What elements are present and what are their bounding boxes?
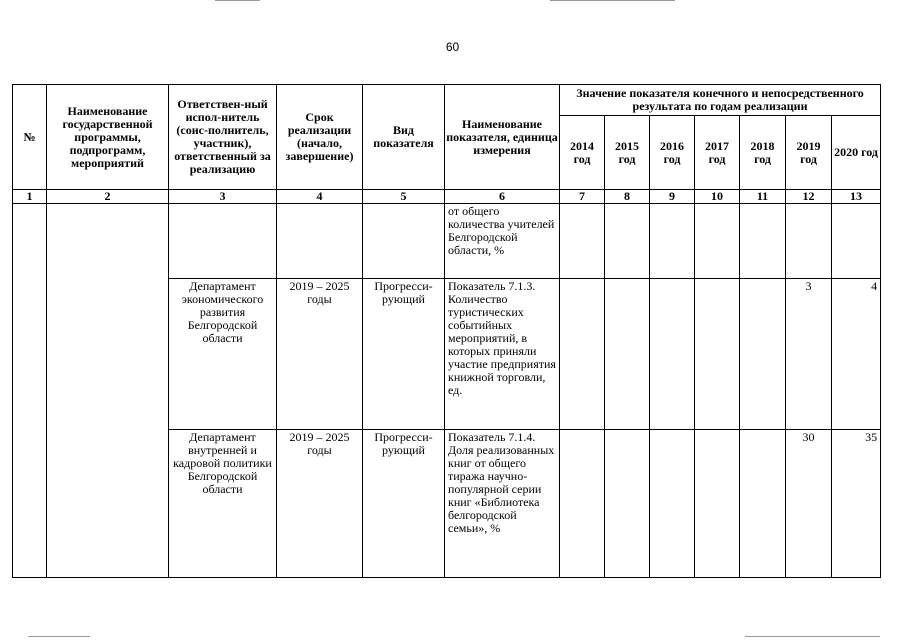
cell-value-2017	[695, 204, 740, 279]
cell-value-2014	[560, 204, 605, 279]
cell-value-2017	[695, 430, 740, 578]
cell-value-2014	[560, 279, 605, 430]
cell-indicator: от общего количества учителей Белгородской области, %	[445, 204, 560, 279]
header-col-term: Срок реализации (начало, завершение)	[277, 85, 363, 190]
cell-responsible	[169, 204, 277, 279]
cell-value-2017	[695, 279, 740, 430]
column-number: 13	[832, 190, 881, 204]
cell-value-2015	[605, 279, 650, 430]
cell-value-2019: 30	[786, 430, 832, 578]
cell-responsible: Департамент экономического развития Белгородской области	[169, 279, 277, 430]
column-number: 1	[13, 190, 47, 204]
header-year-2016: 2016 год	[650, 116, 695, 190]
header-year-2014: 2014 год	[560, 116, 605, 190]
table-row	[13, 204, 881, 279]
header-col-type: Вид показателя	[363, 85, 445, 190]
header-year-2019: 2019 год	[786, 116, 832, 190]
cell-type	[363, 204, 445, 279]
cell-value-2019: 3	[786, 279, 832, 430]
cell-term	[277, 204, 363, 279]
scan-artifact-bottom-left	[28, 636, 90, 637]
cell-value-2016	[650, 204, 695, 279]
cell-value-2020: 4	[832, 279, 881, 430]
cell-value-2018	[740, 430, 786, 578]
header-year-2015: 2015 год	[605, 116, 650, 190]
column-number: 12	[786, 190, 832, 204]
cell-value-2020	[832, 204, 881, 279]
cell-value-2019	[786, 204, 832, 279]
header-year-2018: 2018 год	[740, 116, 786, 190]
cell-value-2020: 35	[832, 430, 881, 578]
header-col-indicator: Наименование показателя, единица измерения	[445, 85, 560, 190]
header-year-2017: 2017 год	[695, 116, 740, 190]
cell-value-2018	[740, 279, 786, 430]
column-number: 8	[605, 190, 650, 204]
header-col-name: Наименование государственной программы, подпрограмм, мероприятий	[47, 85, 169, 190]
cell-type: Прогресси-рующий	[363, 430, 445, 578]
cell-indicator: Показатель 7.1.4. Доля реализованных книг от общего тиража научно-популярной серии книг «Библиотека белгородской семьи», %	[445, 430, 560, 578]
cell-indicator: Показатель 7.1.3. Количество туристических событийных мероприятий, в которых приняли участие предприятия книжной торговли, ед.	[445, 279, 560, 430]
cell-responsible: Департамент внутренней и кадровой политики Белгородской области	[169, 430, 277, 578]
scan-artifact-top-left	[215, 0, 260, 1]
column-number: 9	[650, 190, 695, 204]
column-number: 3	[169, 190, 277, 204]
cell-value-2018	[740, 204, 786, 279]
column-number: 11	[740, 190, 786, 204]
header-row-1	[13, 85, 881, 116]
scan-artifact-bottom-right	[745, 636, 880, 637]
cell-value-2016	[650, 430, 695, 578]
column-number: 2	[47, 190, 169, 204]
column-number: 4	[277, 190, 363, 204]
cell-num	[13, 204, 47, 578]
cell-term: 2019 – 2025 годы	[277, 279, 363, 430]
column-number: 5	[363, 190, 445, 204]
cell-term: 2019 – 2025 годы	[277, 430, 363, 578]
cell-type: Прогресси-рующий	[363, 279, 445, 430]
scan-artifact-top-right	[550, 0, 675, 1]
header-col-responsible: Ответствен-ный испол-нитель (соис-полнитель, участник), ответственный за реализацию	[169, 85, 277, 190]
column-number-row	[13, 190, 881, 204]
cell-value-2015	[605, 430, 650, 578]
cell-program-name	[47, 204, 169, 578]
column-number: 6	[445, 190, 560, 204]
column-number: 10	[695, 190, 740, 204]
column-number: 7	[560, 190, 605, 204]
cell-value-2015	[605, 204, 650, 279]
cell-value-2014	[560, 430, 605, 578]
cell-value-2016	[650, 279, 695, 430]
header-year-2020: 2020 год	[832, 116, 881, 190]
header-col-values: Значение показателя конечного и непосредственного результата по годам реализации	[560, 85, 881, 116]
header-col-num: №	[13, 85, 47, 190]
page-number: 60	[445, 40, 460, 54]
indicators-table	[12, 84, 881, 578]
